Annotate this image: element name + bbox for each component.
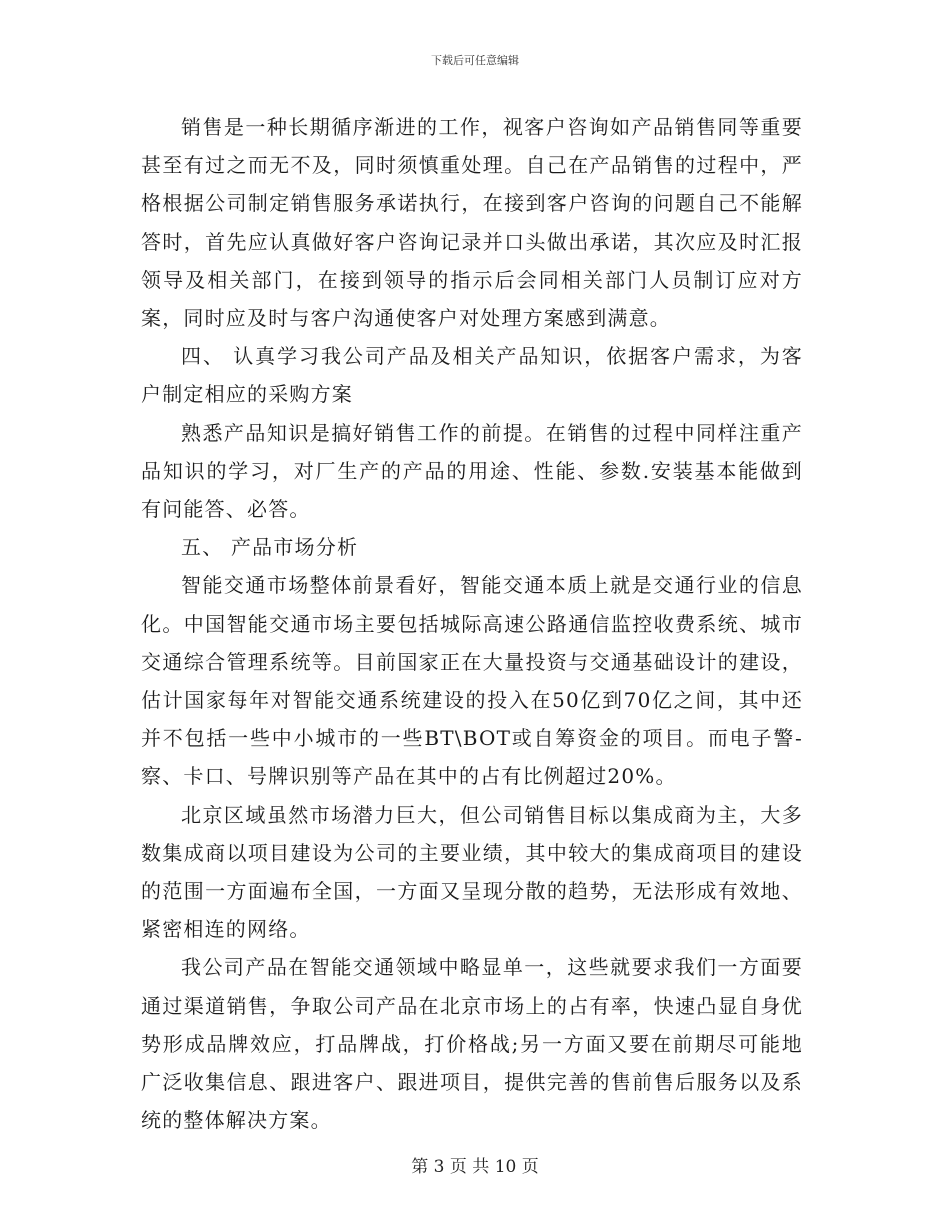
paragraph-beijing-region: 北京区域虽然市场潜力巨大，但公司销售目标以集成商为主，大多数集成商以项目建设为公司的主要业绩，其中较大的集成商项目的建设的范围一方面遍布全国，一方面又呈现分散的趋势，无法形成有效地、紧密相连的网络。 — [141, 802, 803, 942]
paragraph-product-knowledge: 熟悉产品知识是搞好销售工作的前提。在销售的过程中同样注重产品知识的学习，对厂生产的产品的用途、性能、参数.安装基本能做到有问能答、必答。 — [141, 420, 803, 522]
section-heading-five: 五、 产品市场分析 — [181, 535, 359, 560]
paragraph-consulting: 销售是一种长期循序渐进的工作，视客户咨询如产品销售同等重要甚至有过之而无不及，同时须慎重处理。自己在产品销售的过程中，严格根据公司制定销售服务承诺执行，在接到客户咨询的问题自己不能解答时，首先应认真做好客户咨询记录并口头做出承诺，其次应及时汇报领导及相关部门，在接到领导的指示后会同相关部门人员制订应对方案，同时应及时与客户沟通使客户对处理方案感到满意。 — [141, 115, 803, 331]
page-number: 第 3 页 共 10 页 — [411, 1157, 539, 1177]
paragraph-company-strategy: 我公司产品在智能交通领域中略显单一，这些就要求我们一方面要通过渠道销售，争取公司产品在北京市场上的占有率，快速凸显自身优势形成品牌效应，打品牌战，打价格战;另一方面又要在前期尽可能地广泛收集信息、跟进客户、跟进项目，提供完善的售前售后服务以及系统的整体解决方案。 — [141, 955, 803, 1133]
document-body — [141, 108, 803, 1139]
section-heading-four: 四、 认真学习我公司产品及相关产品知识，依据客户需求，为客户制定相应的采购方案 — [141, 344, 803, 407]
paragraph-market-outlook: 智能交通市场整体前景看好，智能交通本质上就是交通行业的信息化。中国智能交通市场主要包括城际高速公路通信监控收费系统、城市交通综合管理系统等。目前国家正在大量投资与交通基础设计的建设，估计国家每年对智能交通系统建设的投入在50亿到70亿之间，其中还并不包括一些中小城市的一些BT\BOT或自筹资金的项目。而电子警-察、卡口、号牌识别等产品在其中的占有比例超过20%。 — [141, 573, 803, 789]
page-header: 下载后可任意编辑 — [431, 54, 519, 67]
